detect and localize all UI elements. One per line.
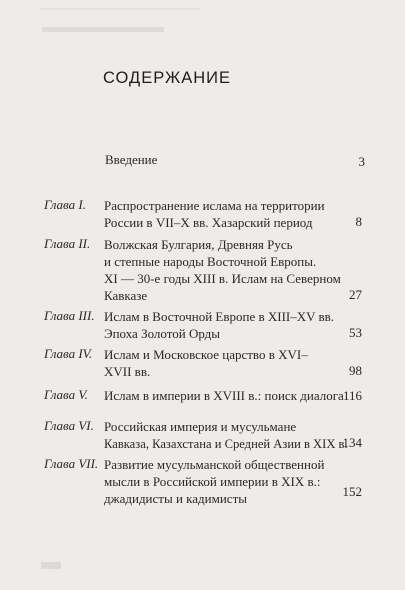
toc-entry-title: Российская империя и мусульмане Кавказа, Казахстана и Средней Азии в XIX в.: [104, 419, 348, 451]
bleed-through-line: [40, 8, 200, 10]
toc-page-number: 152: [342, 484, 362, 499]
toc-chapter-label: Глава III.: [44, 308, 95, 323]
toc-chapter-label: Глава V.: [44, 387, 88, 402]
toc-page-number: 53: [349, 325, 362, 340]
toc-chapter-label: Глава IV.: [44, 346, 93, 361]
toc-page-number: 98: [349, 363, 362, 378]
toc-entry-title: Ислам в империи в XVIII в.: поиск диалога: [104, 388, 344, 403]
toc-chapter-label: Глава I.: [44, 197, 86, 212]
toc-chapter-label: Глава VII.: [44, 456, 99, 471]
toc-page-number: 27: [349, 287, 362, 302]
bleed-through-folio: [41, 562, 61, 569]
toc-entry-title: Волжская Булгария, Древняя Русь и степные народы Восточной Европы. XI — 30-е годы XIII в. Ислам на Северном Кавказе: [104, 237, 341, 303]
toc-entry-title: Ислам в Восточной Европе в XIII–XV вв. Эпоха Золотой Орды: [104, 309, 335, 341]
toc-intro-page: 3: [358, 154, 365, 169]
toc-entry-title: Развитие мусульманской общественной мысли в Российской империи в XIX в.: джадидисты и кадимисты: [104, 457, 325, 506]
bleed-through-header: [42, 27, 164, 32]
toc-entry-title: Ислам и Московское царство в XVI– XVII вв.: [104, 347, 308, 379]
toc-intro-label: Введение: [105, 152, 158, 167]
toc-chapter-label: Глава VI.: [44, 418, 94, 433]
toc-page-number: 134: [342, 435, 362, 450]
toc-chapter-label: Глава II.: [44, 236, 91, 251]
page-title: СОДЕРЖАНИЕ: [103, 69, 232, 87]
toc-page-number: 116: [342, 388, 362, 403]
toc-entry-title: Распространение ислама на территории России в VII–X вв. Хазарский период: [104, 198, 325, 230]
toc-page-number: 8: [355, 214, 362, 229]
